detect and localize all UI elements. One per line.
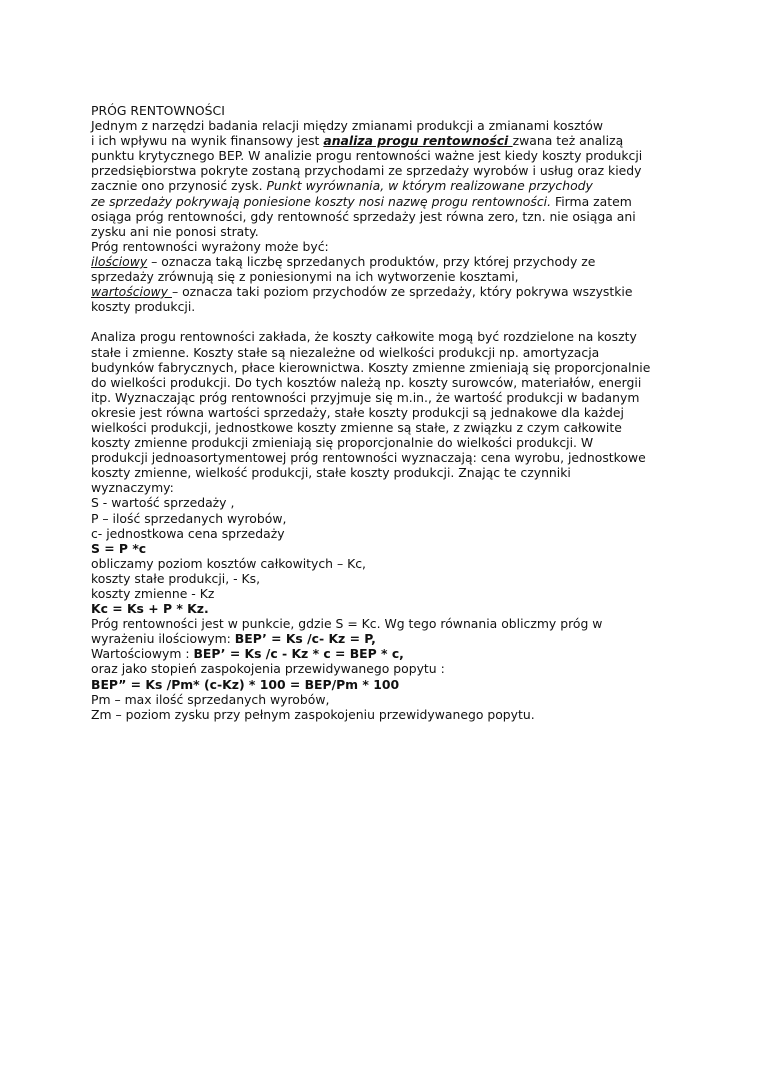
formula: Kc = Ks + P * Kz. <box>91 601 209 617</box>
text-line: przedsiębiorstwa pokryte zostaną przychodami ze sprzedaży wyrobów i usług oraz kiedy <box>91 163 642 179</box>
text-line: Pm – max ilość sprzedanych wyrobów, <box>91 691 330 707</box>
text-line: produkcji jednoasortymentowej próg rentowności wyznaczają: cena wyrobu, jednostkowe <box>91 450 646 466</box>
term-value: wartościowy <box>91 284 172 300</box>
formula-line <box>91 677 691 692</box>
text-line: oraz jako stopień zaspokojenia przewidywanego popytu : <box>91 661 445 677</box>
text-line: koszty zmienne produkcji zmieniają się proporcjonalnie do wielkości produkcji. W <box>91 435 594 451</box>
text-line <box>91 254 691 269</box>
text-line: okresie jest równa wartości sprzedaży, stałe koszty produkcji są jednakowe dla każdej <box>91 404 624 420</box>
text-run: – oznacza taki poziom przychodów ze sprzedaży, który pokrywa wszystkie <box>171 284 633 300</box>
text-line: Zm – poziom zysku przy pełnym zaspokojeniu przewidywanego popytu. <box>91 706 535 722</box>
text-line <box>91 133 691 148</box>
text-run: i ich wpływu na wynik finansowy jest <box>91 133 324 149</box>
text-line <box>91 178 691 193</box>
text-line: Próg rentowności wyrażony może być: <box>91 238 329 254</box>
formula: S = P *c <box>91 540 147 556</box>
text-line: osiąga próg rentowności, gdy rentowność sprzedaży jest równa zero, tzn. nie osiąga ani <box>91 208 636 224</box>
text-line: S - wartość sprzedaży , <box>91 495 235 511</box>
formula-line <box>91 601 691 616</box>
text-line <box>91 631 691 646</box>
text-line: sprzedaży zrównują się z poniesionymi na ich wytworzenie kosztami, <box>91 269 519 285</box>
document-page <box>91 103 691 722</box>
text-line: itp. Wyznaczając próg rentowności przyjmuje się m.in., że wartość produkcji w badanym <box>91 389 640 405</box>
term-quantitative: ilościowy <box>91 253 148 269</box>
text-line: wyznaczymy: <box>91 480 174 496</box>
text-run: Wartościowym : <box>91 646 194 662</box>
text-line: budynków fabrycznych, płace kierownictwa. Koszty zmienne zmieniają się proporcjonalnie <box>91 359 651 375</box>
formula: BEP” = Ks /Pm* (c-Kz) * 100 = BEP/Pm * 100 <box>91 676 400 692</box>
text-line: Jednym z narzędzi badania relacji między zmianami produkcji a zmianami kosztów <box>91 118 604 134</box>
text-line: stałe i zmienne. Koszty stałe są niezależne od wielkości produkcji np. amortyzacja <box>91 344 600 360</box>
text-run: – oznacza taką liczbę sprzedanych produktów, przy której przychody ze <box>147 253 596 269</box>
definition-text: Punkt wyrównania, w którym realizowane przychody <box>266 178 593 194</box>
paragraph-spacer <box>91 314 691 329</box>
text-run: wyrażeniu ilościowym: <box>91 631 235 647</box>
emphasis-term: analiza progu rentowności <box>323 133 513 149</box>
text-line: koszty produkcji. <box>91 299 196 315</box>
text-line <box>91 646 691 661</box>
paragraph-introduction <box>91 118 691 314</box>
document-title: PRÓG RENTOWNOŚCI <box>91 103 225 118</box>
formula: BEP’ = Ks /c- Kz = P, <box>234 631 376 647</box>
paragraph-analysis <box>91 329 691 721</box>
text-line: punktu krytycznego BEP. W analizie progu rentowności ważne jest kiedy koszty produkcji <box>91 148 643 164</box>
text-line <box>91 284 691 299</box>
text-line: wielkości produkcji, jednostkowe koszty zmienne są stałe, z związku z czym całkowite <box>91 419 622 435</box>
text-line: do wielkości produkcji. Do tych kosztów należą np. koszty surowców, materiałów, energii <box>91 374 642 390</box>
text-run: zacznie ono przynosić zysk. <box>91 178 267 194</box>
text-line: c- jednostkowa cena sprzedaży <box>91 525 285 541</box>
text-line: koszty stałe produkcji, - Ks, <box>91 570 261 586</box>
text-line: zysku ani nie ponosi straty. <box>91 223 259 239</box>
text-run: zwana też analizą <box>512 133 624 149</box>
text-line: P – ilość sprzedanych wyrobów, <box>91 510 287 526</box>
text-line: koszty zmienne - Kz <box>91 586 215 601</box>
text-line: Analiza progu rentowności zakłada, że koszty całkowite mogą być rozdzielone na koszty <box>91 329 637 345</box>
formula: BEP’ = Ks /c - Kz * c = BEP * c, <box>193 646 404 662</box>
text-line: Próg rentowności jest w punkcie, gdzie S = Kc. Wg tego równania obliczmy próg w <box>91 616 603 632</box>
formula-line <box>91 541 691 556</box>
text-line <box>91 194 691 209</box>
definition-text: ze sprzedaży pokrywają poniesione koszty nosi nazwę progu rentowności. <box>91 193 552 209</box>
text-line: koszty zmienne, wielkość produkcji, stałe koszty produkcji. Znając te czynniki <box>91 465 571 481</box>
text-line: obliczamy poziom kosztów całkowitych – Kc, <box>91 555 366 571</box>
text-run: Firma zatem <box>551 193 632 209</box>
